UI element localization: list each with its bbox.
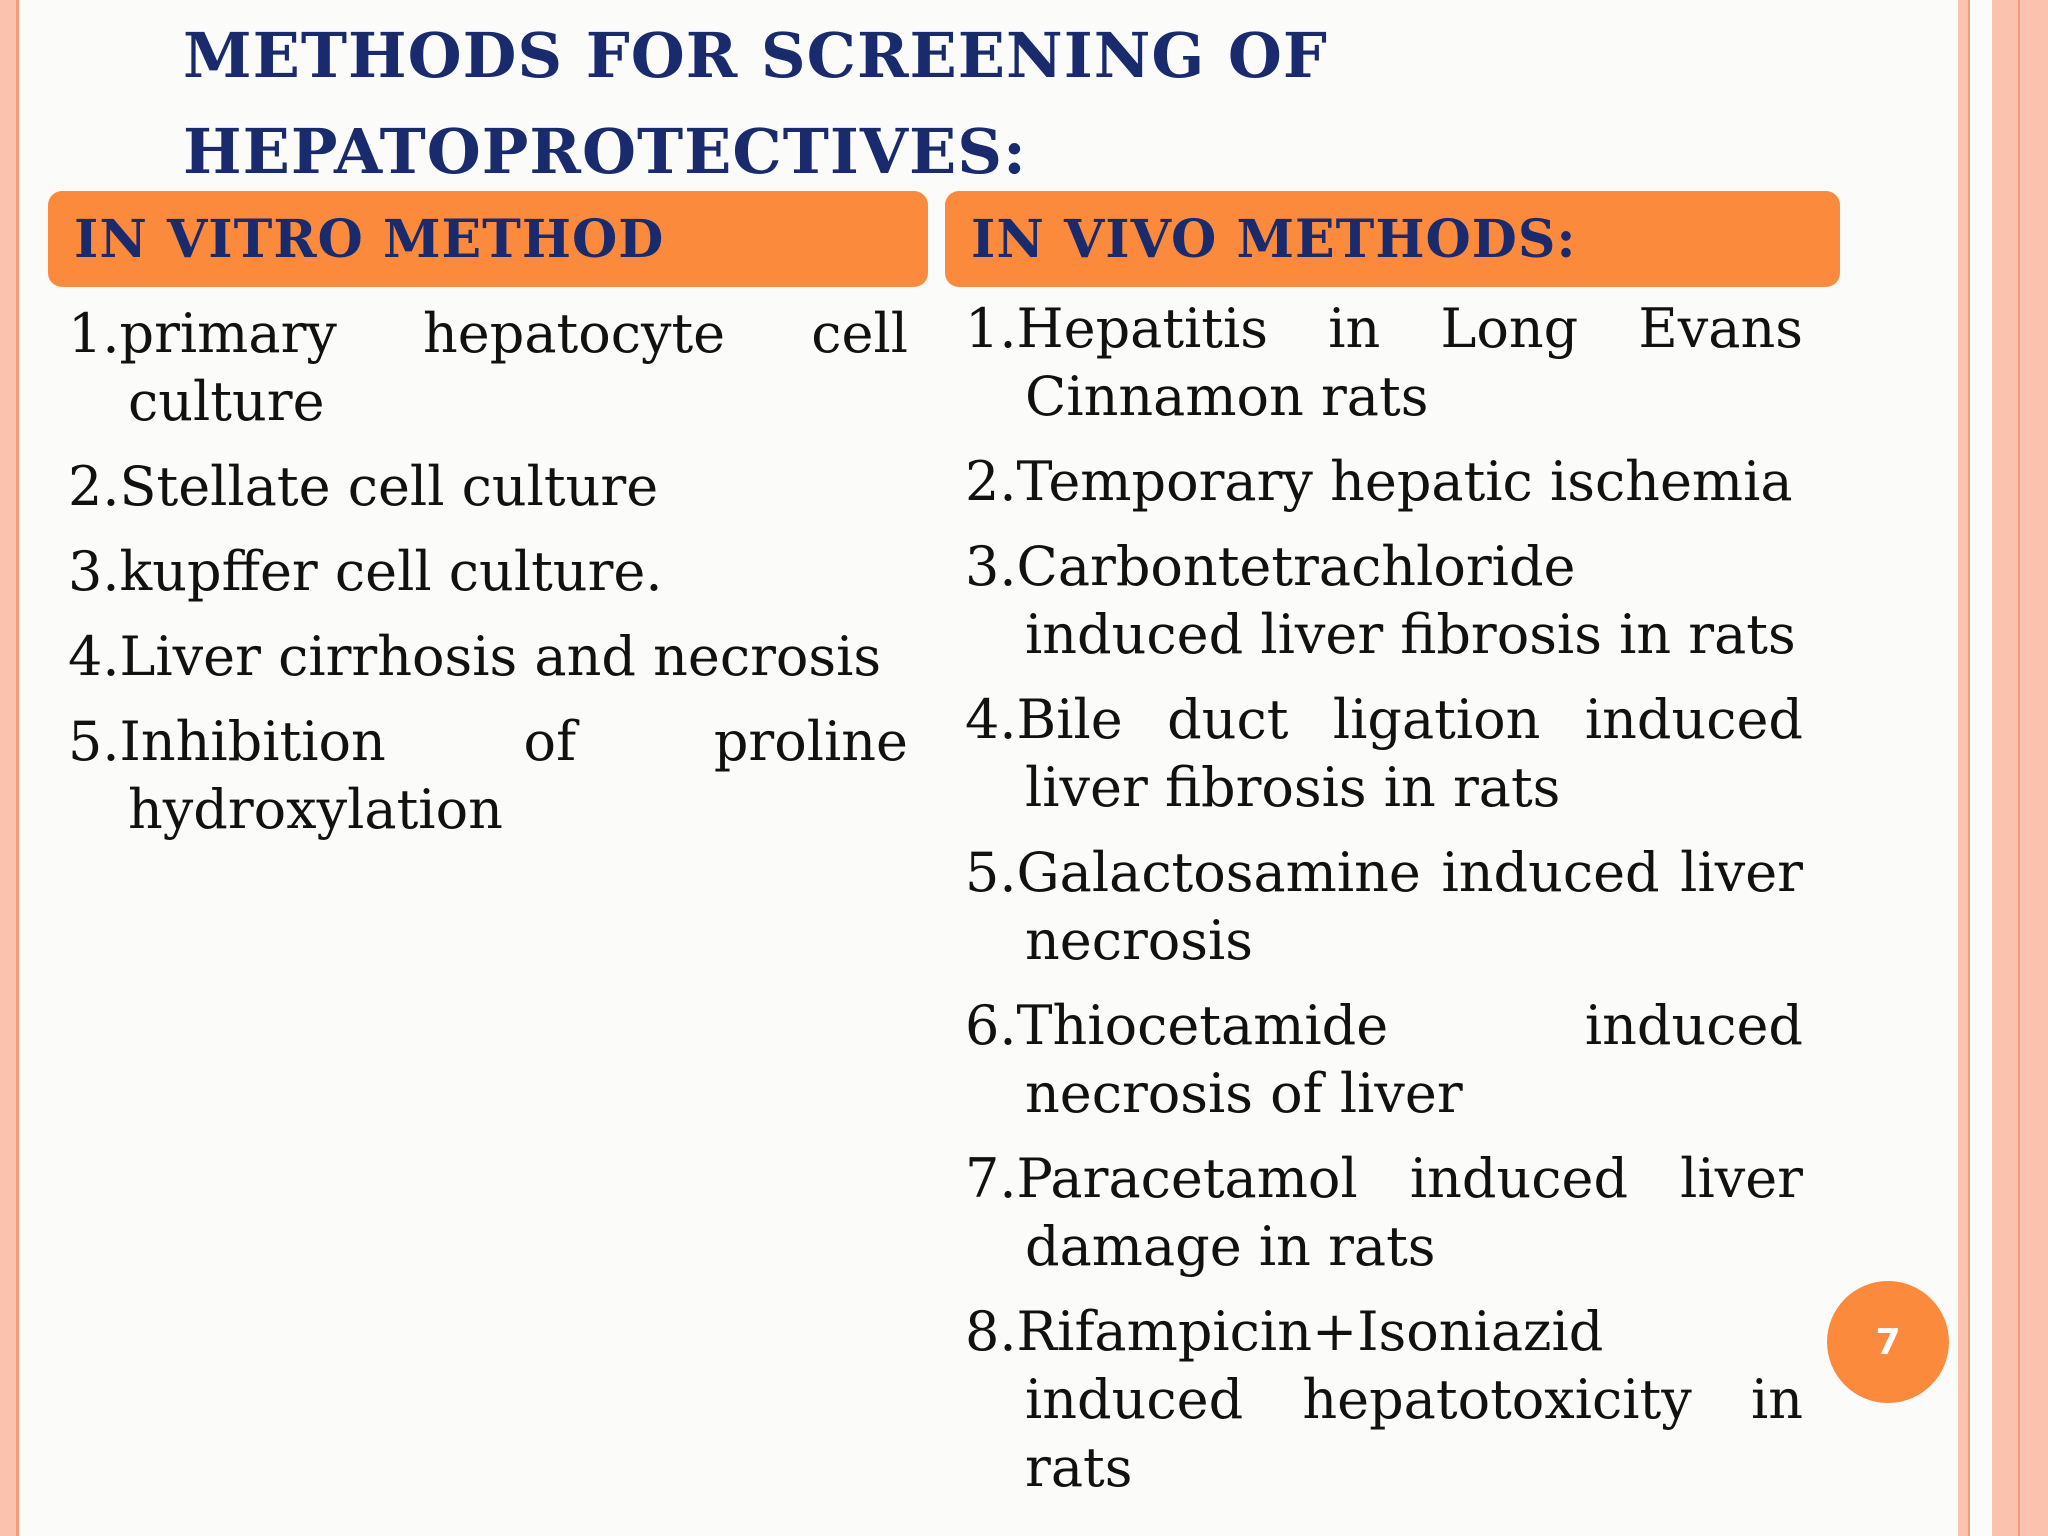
list-item: 3.kupffer cell culture. <box>68 540 663 603</box>
list-item: 2.Stellate cell culture <box>68 455 659 518</box>
list-item: 7.Paracetamol induced liver damage in rats <box>965 1147 1803 1278</box>
in-vitro-header <box>48 191 928 287</box>
list-item: 4.Liver cirrhosis and necrosis <box>68 625 882 688</box>
list-item: 2.Temporary hepatic ischemia <box>965 450 1793 513</box>
slide-title: METHODS FOR SCREENING OF HEPATOPROTECTIVES: <box>183 19 1328 188</box>
in-vivo-list <box>965 295 1803 1519</box>
list-item: 5.Inhibition of proline hydroxylation <box>68 710 908 841</box>
left-border-line <box>16 0 19 1536</box>
list-item: 6.Thiocetamide induced necrosis of liver <box>965 994 1803 1125</box>
in-vivo-header-label: IN VIVO METHODS: <box>971 208 1577 270</box>
right-decorative-stripes <box>1958 0 2048 1536</box>
list-item: 1.primary hepatocyte cell culture <box>68 302 908 433</box>
list-item: 8.Rifampicin+Isoniazid induced hepatotoxicity in rats <box>965 1300 1803 1499</box>
list-item: 3.Carbontetrachloride induced liver fibrosis in rats <box>965 535 1796 666</box>
page-number: 7 <box>1875 1321 1901 1363</box>
list-item: 1.Hepatitis in Long Evans Cinnamon rats <box>965 297 1803 428</box>
list-item: 4.Bile duct ligation induced liver fibrosis in rats <box>965 688 1803 819</box>
in-vitro-list <box>68 300 908 861</box>
page-number-badge <box>1827 1281 1949 1403</box>
in-vitro-header-label: IN VITRO METHOD <box>74 208 665 270</box>
in-vivo-header <box>945 191 1840 287</box>
list-item: 5.Galactosamine induced liver necrosis <box>965 841 1803 972</box>
